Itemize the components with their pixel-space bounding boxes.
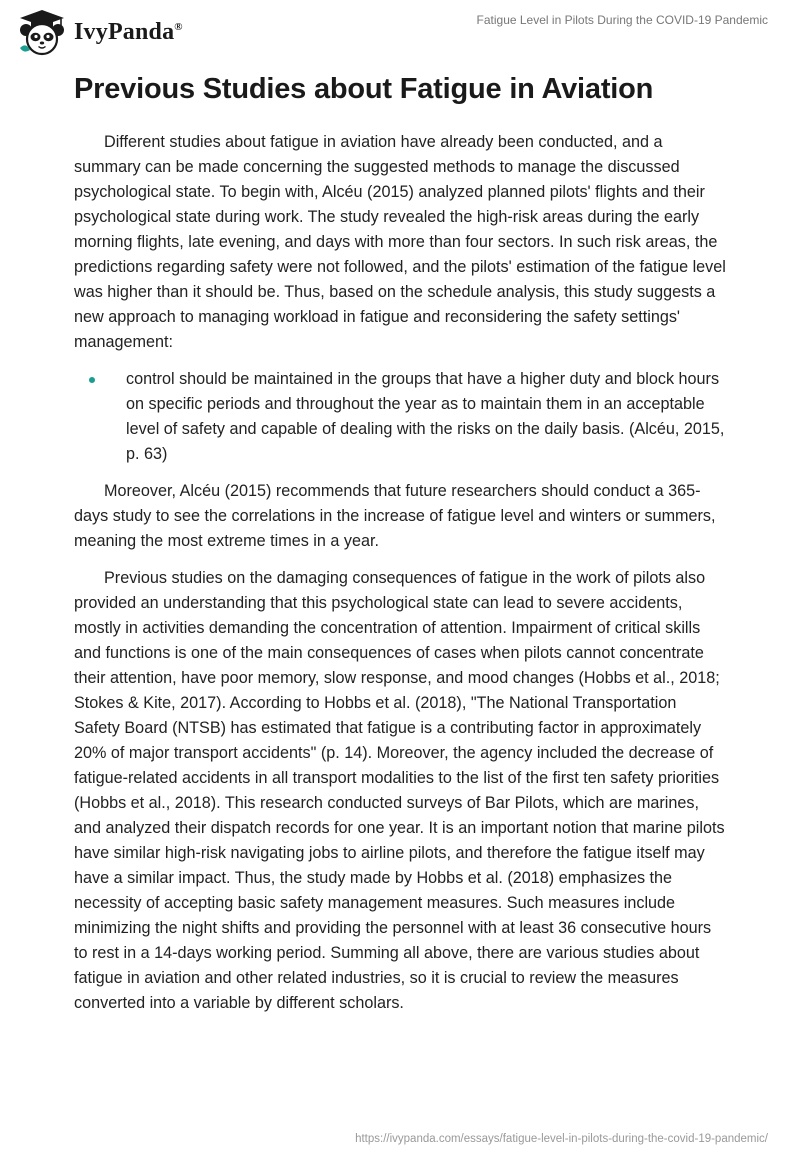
quote-list-item [74,367,726,467]
brand-name [74,19,183,46]
source-url[interactable]: https://ivypanda.com/essays/fatigue-level-in-pilots-during-the-covid-19-pandemic/ [355,1133,768,1145]
registered-mark: ® [174,20,183,33]
quote-list [74,367,726,467]
article-body [74,130,726,1028]
paragraph-1: Different studies about fatigue in aviation have already been conducted, and a summary can be made concerning the suggested methods to manage the discussed psychological state. To begin with, Alcéu (2015) analyzed planned pilots' flights and their psychological state during work. The study revealed the high-risk areas during the early morning flights, late evening, and days with more than four sectors. In such risk areas, the predictions regarding safety were not followed, and the pilots' estimation of the fatigue level was higher than it should be. Thus, based on the schedule analysis, this study suggests a new approach to managing workload in fatigue and reconsidering the safety settings' management: [74,133,726,351]
document-title: Fatigue Level in Pilots During the COVID-19 Pandemic [476,13,768,27]
bullet-dot-icon [89,377,95,383]
page-header [0,0,800,60]
brand-text: IvyPanda [74,18,175,45]
panda-graduate-icon [16,8,68,56]
paragraph-3: Previous studies on the damaging consequences of fatigue in the work of pilots also provided an understanding that this psychological state can lead to severe accidents, mostly in activities demanding the concentration of attention. Impairment of critical skills and functions is one of the main consequences of cases when pilots cannot concentrate their attention, have poor memory, slow response, and mood changes (Hobbs et al., 2018; Stokes & Kite, 2017). According to Hobbs et al. (2018), "The National Transportation Safety Board (NTSB) has estimated that fatigue is a contributing factor in approximately 20% of major transport accidents" (p. 14). Moreover, the agency included the decrease of fatigue-related accidents in all transport modalities to the list of the first ten safety priorities (Hobbs et al., 2018). This research conducted surveys of Bar Pilots, which are marines, and analyzed their dispatch records for one year. It is an important notion that marine pilots have similar high-risk navigating jobs to airline pilots, and therefore the fatigue itself may have a similar impact. Thus, the study made by Hobbs et al. (2018) emphasizes the necessity of accepting basic safety management measures. Such measures include minimizing the night shifts and providing the personnel with at least 36 consecutive hours to rest in a 14-days working period. Summing all above, there are various studies about fatigue in aviation and other related industries, so it is crucial to review the measures converted into a variable by different scholars. [74,569,725,1012]
quote-text: control should be maintained in the groups that have a higher duty and block hours on specific periods and throughout the year as to maintain them in an acceptable level of safety and capable of dealing with the risks on the daily basis. (Alcéu, 2015, p. 63) [126,370,725,463]
section-heading: Previous Studies about Fatigue in Aviation [74,73,654,105]
paragraph-2: Moreover, Alcéu (2015) recommends that future researchers should conduct a 365-days study to see the correlations in the increase of fatigue level and winters or summers, meaning the most extreme times in a year. [74,482,716,550]
ivypanda-logo[interactable] [16,8,183,56]
